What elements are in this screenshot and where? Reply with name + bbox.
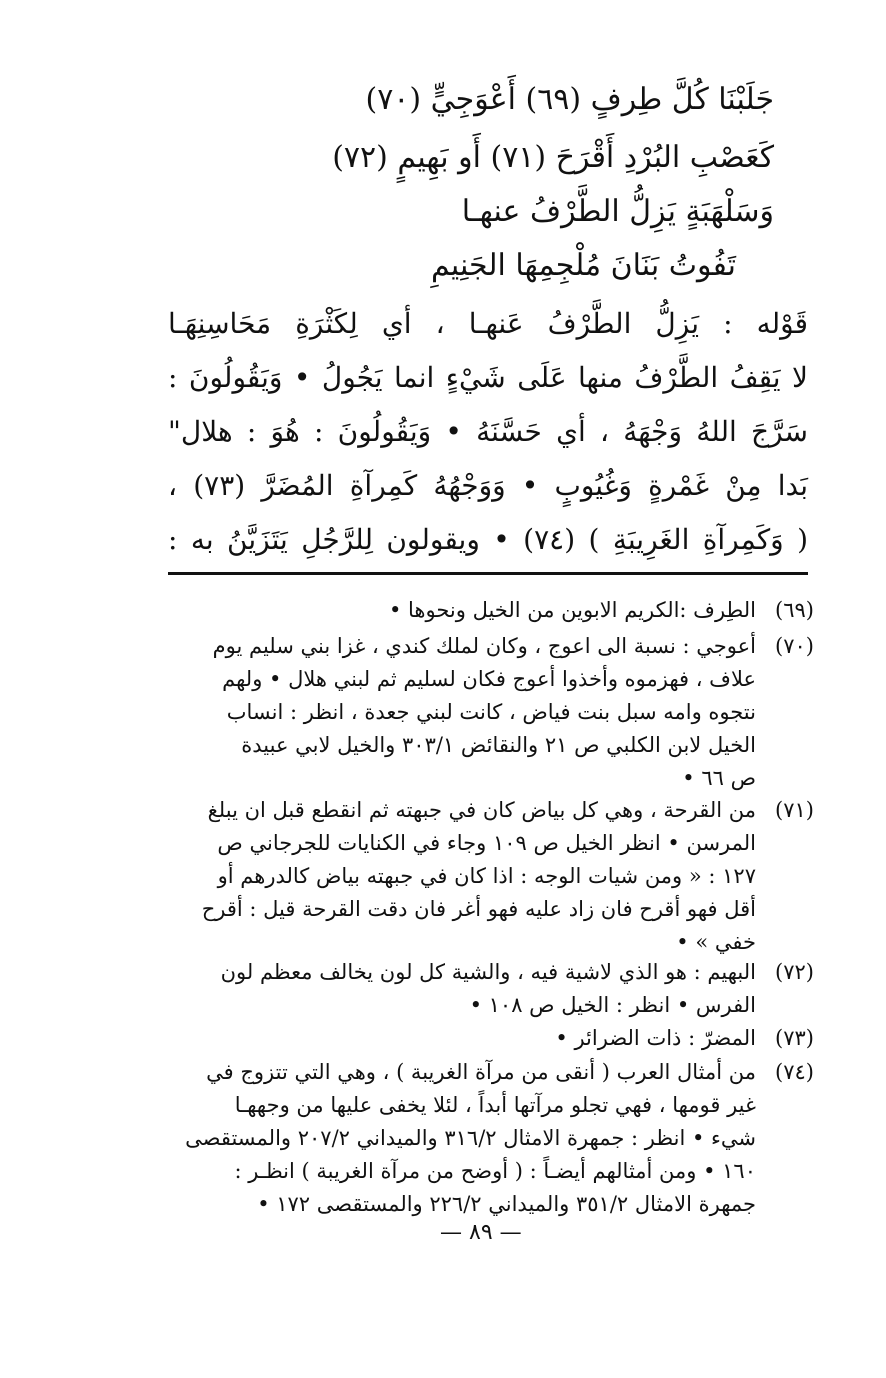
prose-line: ( وَكَمِرآةِ الغَرِيبَةِ ) (٧٤) • ويقولون لِلرَّجُلِ يَتَزَيَّنُ به : [168,523,808,556]
footnote-line: الفرس • انظر : الخيل ص ١٠٨ • [469,993,756,1017]
prose-line: لا يَقِفُ الطَّرْفُ منها عَلَى شَيْءٍ انما يَجُولُ • وَيَقُولُونَ : [168,361,809,394]
prose-line: قَوْله : يَزِلُّ الطَّرْفُ عَنهـا ، أي لِكَثْرَةِ مَحَاسِنِهَـا [168,307,808,340]
footnote-70 [168,630,814,795]
footnote-number: (٧٤) [775,1060,814,1084]
footnote-number: (٧١) [775,798,814,822]
page-number: — ٨٩ — [440,1220,522,1245]
footnote-74 [168,1056,814,1221]
prose-line: سَرَّجَ اللهُ وَجْهَهُ ، أي حَسَّنَهُ • وَيَقُولُونَ : هُوَ : هلال" [168,415,808,448]
footnote-line: الخيل لابن الكلبي ص ٢١ والنقائض ٣٠٣/١ والخيل لابي عبيدة [241,733,756,757]
footnote-text [168,1056,756,1221]
footnote-line: المرسن • انظر الخيل ص ١٠٩ وجاء في الكنايات للجرجاني ص [217,831,756,855]
verse-line: كَعَصْبِ البُرْدِ أَقْرَحَ (٧١) أَو بَهِيمٍ (٧٢) [332,140,774,175]
footnote-number: (٧٠) [775,634,814,658]
footnote-line: ١٦٠ • ومن أمثالهم أيضـاً : ( أوضح من مرآة الغريبة ) انظـر : [234,1159,756,1183]
footnote-line: من أمثال العرب ( أنقى من مرآة الغريبة ) ، وهي التي تتزوج في [206,1060,756,1084]
footnote-line: من القرحة ، وهي كل بياض كان في جبهته ثم انقطع قبل ان يبلغ [207,798,756,822]
footnote-separator [168,572,808,575]
verse-line: تَفُوتُ بَنَانَ مُلْجِمِهَا الجَنِيمِ [430,248,736,283]
footnote-text [168,594,756,627]
footnote-line: أعوجي : نسبة الى اعوج ، وكان لملك كندي ، غزا بني سليم يوم [212,634,756,658]
footnote-line: غير قومها ، فهي تجلو مرآتها أبداً ، لئلا يخفى عليها من وجههـا [234,1093,756,1117]
footnote-text [168,630,756,795]
footnote-line: علاف ، فهزموه وأخذوا أعوج فكان لسليم ثم لبني هلال • ولهم [222,667,756,691]
footnote-line: أقل فهو أقرح فان زاد عليه فهو أغر فان دقت القرحة قيل : أقرح [201,897,756,921]
footnote-line: ص ٦٦ • [682,766,756,790]
footnote-line: البهيم : هو الذي لاشية فيه ، والشية كل لون يخالف معظم لون [220,960,756,984]
footnote-73 [168,1022,814,1055]
footnote-72 [168,956,814,1022]
footnote-text [168,1022,756,1055]
footnote-line: شيء • انظر : جمهرة الامثال ٣١٦/٢ والميداني ٢٠٧/٢ والمستقصى [185,1126,756,1150]
footnote-line: خفي » • [676,930,756,954]
footnote-71 [168,794,814,959]
footnote-line: المضرّ : ذات الضرائر • [555,1026,756,1050]
footnote-line: نتجوه وامه سبل بنت فياض ، كانت لبني جعدة ، انظر : انساب [226,700,756,724]
verse-line: جَلَبْنَا كُلَّ طِرفٍ (٦٩) أَعْوَجِيٍّ (٧٠) [365,82,774,117]
footnote-line: جمهرة الامثال ٣٥١/٢ والميداني ٢٢٦/٢ والمستقصى ١٧٢ • [257,1192,756,1216]
footnote-line: الطِرف :الكريم الابوين من الخيل ونحوها • [388,598,756,622]
footnote-text [168,956,756,1022]
prose-line: بَدا مِنْ غَمْرةٍ وَغُيُوبٍ • وَوَجْهُهُ كَمِرآةِ المُضَرَّ (٧٣) ، [168,469,808,502]
footnote-number: (٧٣) [775,1026,814,1050]
footnote-text [168,794,756,959]
footnote-number: (٧٢) [775,960,814,984]
verse-line: وَسَلْهَبَةٍ يَزِلُّ الطَّرْفُ عنهـا [461,194,774,229]
footnote-line: ١٢٧ : « ومن شيات الوجه : اذا كان في جبهته بياض كالدرهم أو [217,864,756,888]
footnote-number: (٦٩) [775,598,814,622]
footnote-69 [168,594,814,627]
